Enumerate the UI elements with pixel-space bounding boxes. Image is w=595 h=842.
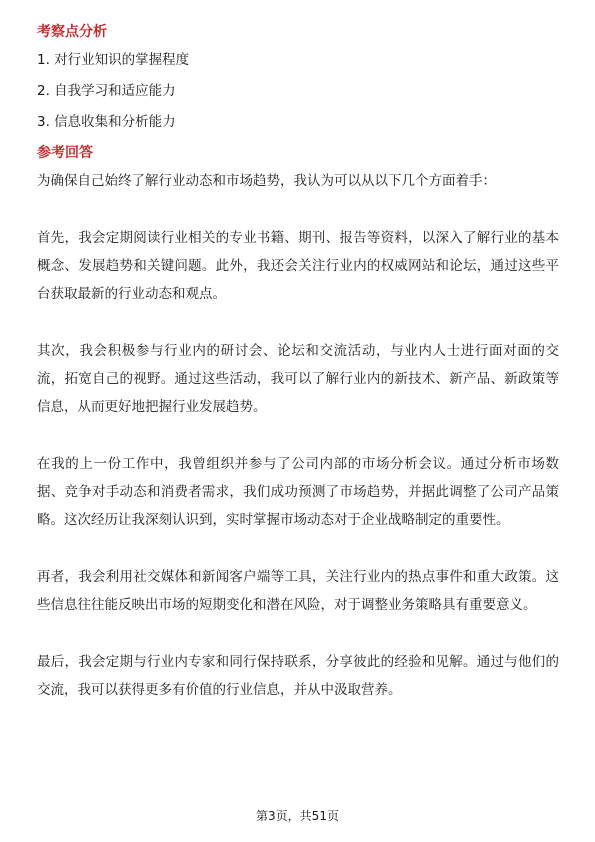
analysis-point: 1. 对行业知识的掌握程度: [37, 52, 190, 68]
analysis-point: 3. 信息收集和分析能力: [37, 114, 176, 130]
analysis-points-list: [37, 50, 559, 132]
answer-paragraph: 再者，我会利用社交媒体和新闻客户端等工具，关注行业内的热点事件和重大政策。这些信息往往能反映出市场的短期变化和潜在风险，对于调整业务策略具有重要意义。: [37, 569, 559, 613]
answer-paragraph: 首先，我会定期阅读行业相关的专业书籍、期刊、报告等资料，以深入了解行业的基本概念、发展趋势和关键问题。此外，我还会关注行业内的权威网站和论坛，通过这些平台获取最新的行业动态和观点。: [37, 230, 559, 302]
answer-intro-paragraph: 为确保自己始终了解行业动态和市场趋势，我认为可以从以下几个方面着手：: [37, 173, 496, 189]
answer-title: 参考回答: [37, 145, 93, 161]
analysis-title: 考察点分析: [37, 24, 107, 40]
answer-paragraph: 最后，我会定期与行业内专家和同行保持联系，分享彼此的经验和见解。通过与他们的交流，我可以获得更多有价值的行业信息，并从中汲取营养。: [37, 654, 559, 698]
analysis-point: 2. 自我学习和适应能力: [37, 83, 176, 99]
answer-paragraph: 在我的上一份工作中，我曾组织并参与了公司内部的市场分析会议。通过分析市场数据、竞争对手动态和消费者需求，我们成功预测了市场趋势，并据此调整了公司产品策略。这次经历让我深刻认识到，实时掌握市场动态对于企业战略制定的重要性。: [37, 456, 559, 528]
page-content: [37, 22, 559, 704]
answer-paragraph: 其次，我会积极参与行业内的研讨会、论坛和交流活动，与业内人士进行面对面的交流，拓宽自己的视野。通过这些活动，我可以了解行业内的新技术、新产品、新政策等信息，从而更好地把握行业发展趋势。: [37, 343, 559, 415]
page-number-footer: 第3页，共51页: [256, 809, 339, 823]
